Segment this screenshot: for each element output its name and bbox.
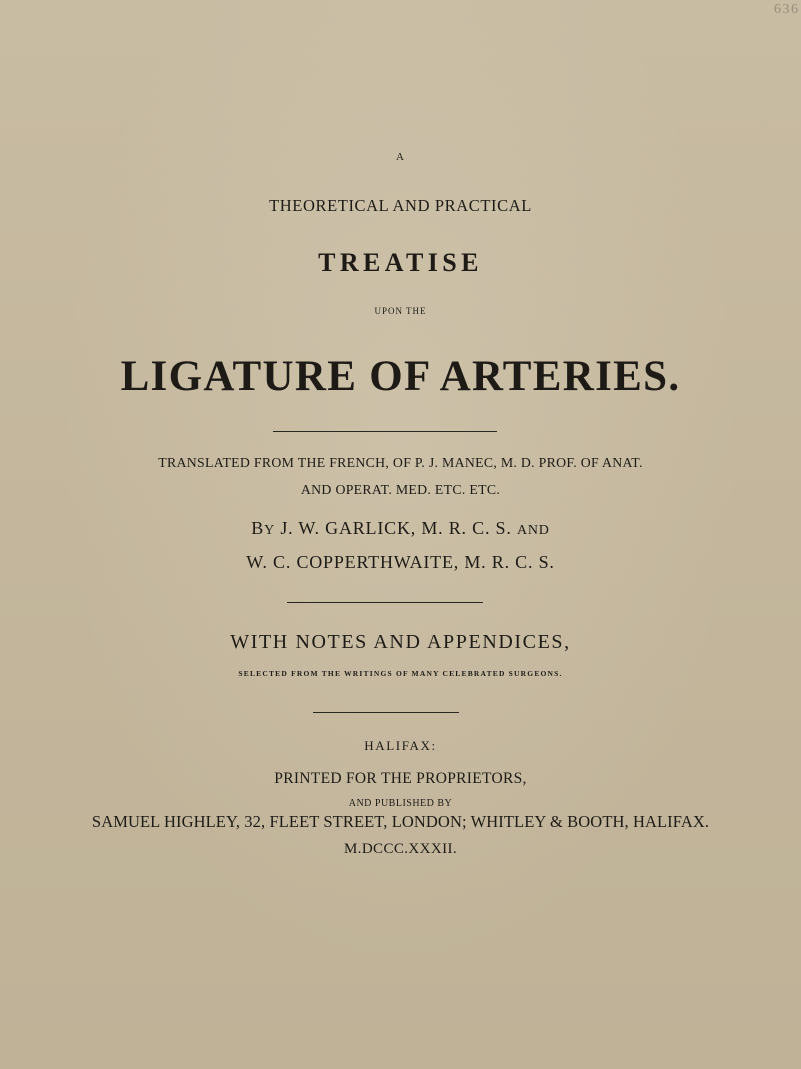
author-1: J. W. GARLICK, M. R. C. S. [280,518,512,538]
author-2: W. C. COPPERTHWAITE, M. R. C. S. [246,552,555,572]
selected-from-line: SELECTED FROM THE WRITINGS OF MANY CELEBRATED SURGEONS. [238,669,563,678]
printed-for-line: PRINTED FOR THE PROPRIETORS, [274,770,527,787]
by-prefix-rest: Y [264,523,276,538]
publication-date: M.DCCC.XXXII. [343,841,458,857]
translation-line-2: AND OPERAT. MED. ETC. ETC. [300,482,501,497]
and-word: AND [516,523,550,538]
divider-rule-1 [273,431,497,432]
place-of-printing: HALIFAX: [364,738,437,753]
title-connector: UPON THE [374,306,427,316]
divider-rule-2 [287,602,483,603]
divider-rule-3 [313,712,459,713]
published-by-line: AND PUBLISHED BY [348,798,453,809]
translation-line-1: TRANSLATED FROM THE FRENCH, OF P. J. MANEC, M. D. PROF. OF ANAT. [158,455,643,470]
publishers-line: SAMUEL HIGHLEY, 32, FLEET STREET, LONDON; WHITLEY & BOOTH, HALIFAX. [91,812,710,831]
article: A [396,151,405,163]
notes-line: WITH NOTES AND APPENDICES, [230,631,571,653]
subtitle: THEORETICAL AND PRACTICAL [269,196,532,215]
main-title: TREATISE [318,248,483,277]
by-prefix-cap: B [251,518,265,538]
library-stamp: 6 3 6 [774,2,797,17]
subject-title: LIGATURE OF ARTERIES. [120,353,681,400]
author-line-1 [0,519,801,538]
